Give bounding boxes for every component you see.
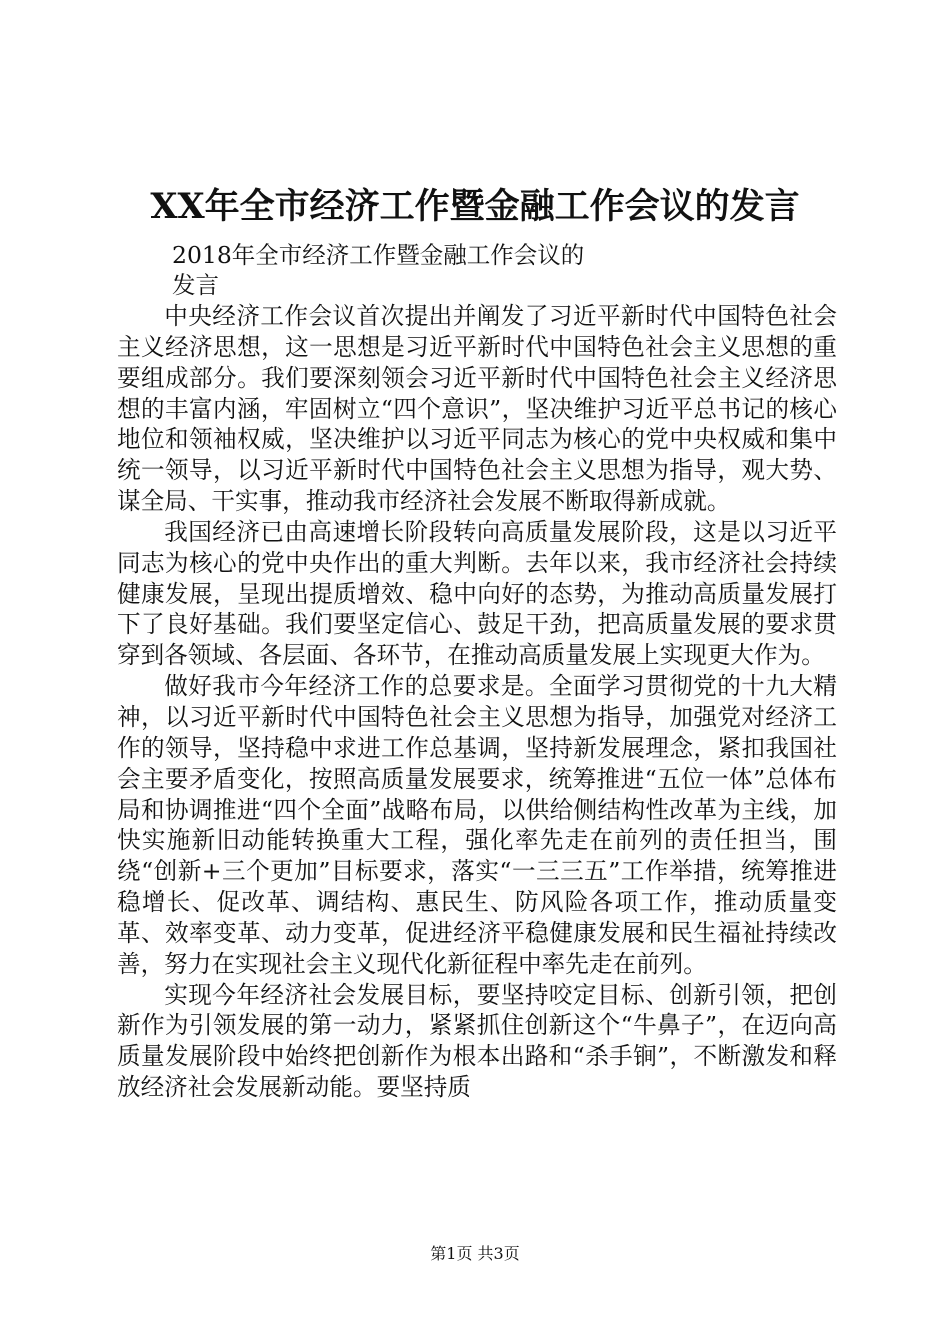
document-title: XX年全市经济工作暨金融工作会议的发言 xyxy=(150,186,800,227)
page-number-footer: 第1页 共3页 xyxy=(430,1244,520,1263)
document-subtitle xyxy=(172,240,642,300)
document-body xyxy=(117,301,837,1103)
paragraph: 实现今年经济社会发展目标，要坚持咬定目标、创新引领，把创新作为引领发展的第一动力，紧紧抓住创新这个“牛鼻子”，在迈向高质量发展阶段中始终把创新作为根本出路和“杀手锏”，不断激发和释放经济社会发展新动能。要坚持质 xyxy=(117,980,837,1102)
subtitle-line-2: 发言 xyxy=(172,271,219,299)
paragraph: 我国经济已由高速增长阶段转向高质量发展阶段，这是以习近平同志为核心的党中央作出的重大判断。去年以来，我市经济社会持续健康发展，呈现出提质增效、稳中向好的态势，为推动高质量发展打下了良好基础。我们要坚定信心、鼓足干劲，把高质量发展的要求贯穿到各领域、各层面、各环节，在推动高质量发展上实现更大作为。 xyxy=(117,517,837,670)
paragraph: 中央经济工作会议首次提出并阐发了习近平新时代中国特色社会主义经济思想，这一思想是习近平新时代中国特色社会主义思想的重要组成部分。我们要深刻领会习近平新时代中国特色社会主义经济思想的丰富内涵，牢固树立“四个意识”，坚决维护习近平总书记的核心地位和领袖权威，坚决维护以习近平同志为核心的党中央权威和集中统一领导，以习近平新时代中国特色社会主义思想为指导，观大势、谋全局、干实事，推动我市经济社会发展不断取得新成就。 xyxy=(117,302,837,516)
paragraph: 做好我市今年经济工作的总要求是。全面学习贯彻党的十九大精神，以习近平新时代中国特色社会主义思想为指导，加强党对经济工作的领导，坚持稳中求进工作总基调，坚持新发展理念，紧扣我国社会主要矛盾变化，按照高质量发展要求，统筹推进“五位一体”总体布局和协调推进“四个全面”战略布局，以供给侧结构性改革为主线，加快实施新旧动能转换重大工程，强化率先走在前列的责任担当，围绕“创新+三个更加”目标要求，落实“一三三五”工作举措，统筹推进稳增长、促改革、调结构、惠民生、防风险各项工作，推动质量变革、效率变革、动力变革，促进经济平稳健康发展和民生福祉持续改善，努力在实现社会主义现代化新征程中率先走在前列。 xyxy=(117,672,837,978)
subtitle-line-1: 2018年全市经济工作暨金融工作会议的 xyxy=(172,241,585,269)
